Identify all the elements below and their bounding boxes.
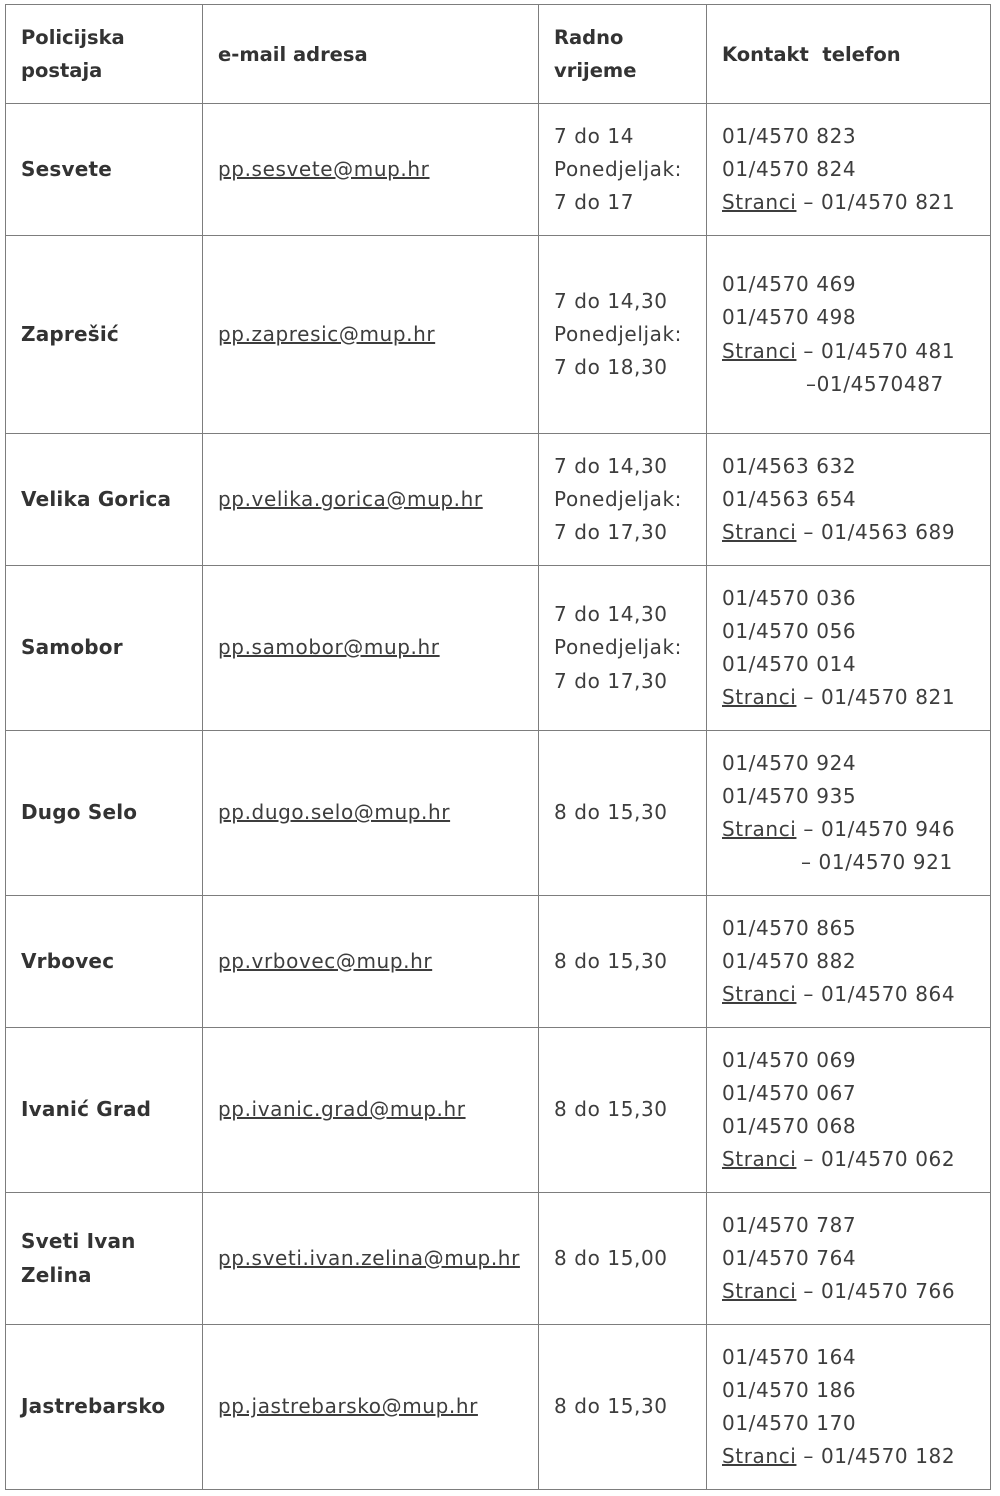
email-cell bbox=[203, 731, 539, 896]
phone-number: 01/4570 882 bbox=[722, 948, 857, 973]
station-name: Sveti Ivan bbox=[21, 1229, 136, 1254]
foreigners-phone-number: – 01/4570 182 bbox=[796, 1444, 956, 1469]
header-station-line-2: postaja bbox=[21, 59, 103, 82]
working-hours-cell bbox=[539, 1028, 707, 1193]
email-link[interactable]: pp.sveti.ivan.zelina@mup.hr bbox=[218, 1245, 520, 1270]
phone-number: 01/4570 924 bbox=[722, 750, 857, 775]
foreigners-link[interactable]: Stranci bbox=[722, 685, 797, 710]
foreigners-phone-number: – 01/4570 946 bbox=[796, 817, 956, 841]
station-name: Zelina bbox=[21, 1262, 92, 1287]
station-name: Samobor bbox=[21, 635, 123, 660]
email-link[interactable]: pp.jastrebarsko@mup.hr bbox=[218, 1394, 478, 1419]
phone-number: 01/4570 469 bbox=[722, 272, 857, 297]
working-hours-line: 8 do 15,00 bbox=[554, 1245, 668, 1270]
foreigners-link[interactable]: Stranci bbox=[722, 817, 797, 841]
phone-number: 01/4570 824 bbox=[722, 156, 857, 181]
working-hours-cell bbox=[539, 1193, 707, 1325]
working-hours-cell bbox=[539, 1325, 707, 1490]
foreigners-phone-line bbox=[722, 1143, 980, 1176]
station-name: Zaprešić bbox=[21, 321, 119, 346]
working-hours-line: 8 do 15,30 bbox=[554, 948, 668, 973]
foreigners-phone-number: – 01/4570 864 bbox=[796, 982, 956, 1007]
station-name: Sesvete bbox=[21, 156, 112, 181]
contact-phone-cell bbox=[707, 1028, 991, 1193]
foreigners-phone-line bbox=[722, 681, 980, 714]
contact-phone-cell bbox=[707, 566, 991, 731]
table-row bbox=[6, 1325, 991, 1490]
foreigners-phone-line bbox=[722, 335, 980, 368]
phone-number: 01/4570 186 bbox=[722, 1377, 857, 1402]
foreigners-phone-line bbox=[722, 846, 980, 879]
contact-phone-cell bbox=[707, 1325, 991, 1490]
foreigners-phone-number: – 01/4570 921 bbox=[801, 850, 953, 875]
email-link[interactable]: pp.zapresic@mup.hr bbox=[218, 321, 436, 346]
foreigners-phone-line bbox=[722, 186, 980, 219]
contact-phone-cell bbox=[707, 896, 991, 1028]
working-hours-cell bbox=[539, 104, 707, 236]
phone-number: 01/4570 823 bbox=[722, 123, 857, 148]
email-link[interactable]: pp.velika.gorica@mup.hr bbox=[218, 486, 483, 511]
police-stations-table-wrapper bbox=[5, 4, 991, 1490]
email-cell bbox=[203, 1193, 539, 1325]
station-name-cell bbox=[6, 731, 203, 896]
station-name-cell bbox=[6, 236, 203, 434]
working-hours-line: 7 do 17,30 bbox=[554, 668, 668, 693]
contact-phone-cell bbox=[707, 104, 991, 236]
email-link[interactable]: pp.ivanic.grad@mup.hr bbox=[218, 1097, 466, 1122]
phone-number: 01/4570 069 bbox=[722, 1047, 857, 1072]
working-hours-line: 7 do 17,30 bbox=[554, 520, 668, 545]
phone-number: 01/4563 654 bbox=[722, 486, 857, 511]
email-link[interactable]: pp.vrbovec@mup.hr bbox=[218, 948, 433, 973]
phone-number: 01/4570 787 bbox=[722, 1212, 857, 1237]
foreigners-phone-line bbox=[722, 516, 980, 549]
station-name: Vrbovec bbox=[21, 948, 115, 973]
email-link[interactable]: pp.sesvete@mup.hr bbox=[218, 156, 430, 181]
phone-number: 01/4570 935 bbox=[722, 783, 857, 808]
station-name-cell bbox=[6, 896, 203, 1028]
working-hours-cell bbox=[539, 434, 707, 566]
foreigners-phone-line bbox=[722, 978, 980, 1011]
contact-phone-cell bbox=[707, 1193, 991, 1325]
station-name-cell bbox=[6, 434, 203, 566]
working-hours-line: 7 do 17 bbox=[554, 190, 635, 215]
working-hours-line: 8 do 15,30 bbox=[554, 1394, 668, 1419]
foreigners-phone-line bbox=[722, 368, 980, 401]
phone-number: 01/4570 014 bbox=[722, 652, 857, 676]
table-header-row bbox=[6, 5, 991, 104]
foreigners-link[interactable]: Stranci bbox=[722, 1444, 797, 1469]
header-station-line-1: Policijska bbox=[21, 26, 125, 49]
phone-number: 01/4570 170 bbox=[722, 1411, 857, 1435]
police-stations-table bbox=[5, 4, 991, 1490]
working-hours-cell bbox=[539, 236, 707, 434]
station-name: Ivanić Grad bbox=[21, 1097, 152, 1122]
foreigners-phone-number: – 01/4570 766 bbox=[796, 1279, 956, 1304]
header-email bbox=[203, 5, 539, 104]
working-hours-cell bbox=[539, 896, 707, 1028]
foreigners-link[interactable]: Stranci bbox=[722, 338, 797, 363]
email-cell bbox=[203, 104, 539, 236]
table-row bbox=[6, 896, 991, 1028]
station-name-cell bbox=[6, 1193, 203, 1325]
station-name: Jastrebarsko bbox=[21, 1394, 166, 1419]
working-hours-cell bbox=[539, 731, 707, 896]
phone-number: 01/4570 056 bbox=[722, 618, 857, 643]
station-name-cell bbox=[6, 1325, 203, 1490]
header-phone-label: Kontakt telefon bbox=[722, 42, 901, 66]
contact-phone-cell bbox=[707, 434, 991, 566]
table-body bbox=[6, 104, 991, 1490]
table-row bbox=[6, 731, 991, 896]
phone-number: 01/4570 498 bbox=[722, 305, 857, 330]
foreigners-link[interactable]: Stranci bbox=[722, 982, 797, 1007]
table-row bbox=[6, 1193, 991, 1325]
working-hours-line: 7 do 18,30 bbox=[554, 355, 668, 380]
working-hours-line: 7 do 14,30 bbox=[554, 453, 668, 478]
header-hours-line-2: vrijeme bbox=[554, 59, 637, 82]
working-hours-line: 7 do 14 bbox=[554, 123, 635, 148]
station-name-cell bbox=[6, 104, 203, 236]
email-cell bbox=[203, 566, 539, 731]
foreigners-phone-line bbox=[722, 1275, 980, 1308]
table-row bbox=[6, 236, 991, 434]
foreigners-link[interactable]: Stranci bbox=[722, 1279, 797, 1304]
phone-number: 01/4570 036 bbox=[722, 585, 857, 610]
header-phone bbox=[707, 5, 991, 104]
foreigners-link[interactable]: Stranci bbox=[722, 520, 797, 545]
header-station bbox=[6, 5, 203, 104]
foreigners-phone-number: – 01/4570 481 bbox=[796, 338, 956, 363]
station-name: Dugo Selo bbox=[21, 800, 138, 825]
working-hours-line: 8 do 15,30 bbox=[554, 1097, 668, 1122]
phone-number: 01/4570 164 bbox=[722, 1344, 857, 1369]
contact-phone-cell bbox=[707, 236, 991, 434]
header-hours-line-1: Radno bbox=[554, 26, 624, 49]
foreigners-phone-line bbox=[722, 1440, 980, 1473]
table-row bbox=[6, 434, 991, 566]
foreigners-phone-number: –01/4570487 bbox=[806, 371, 944, 396]
working-hours-line: Ponedjeljak: bbox=[554, 321, 683, 346]
station-name-cell bbox=[6, 1028, 203, 1193]
station-name: Velika Gorica bbox=[21, 486, 172, 511]
working-hours-cell bbox=[539, 566, 707, 731]
working-hours-line: 7 do 14,30 bbox=[554, 602, 668, 627]
foreigners-phone-number: – 01/4570 821 bbox=[796, 685, 956, 710]
working-hours-line: Ponedjeljak: bbox=[554, 635, 683, 660]
email-cell bbox=[203, 896, 539, 1028]
email-cell bbox=[203, 1325, 539, 1490]
phone-number: 01/4570 865 bbox=[722, 915, 857, 940]
phone-number: 01/4563 632 bbox=[722, 453, 857, 478]
header-hours bbox=[539, 5, 707, 104]
foreigners-link[interactable]: Stranci bbox=[722, 1147, 797, 1172]
working-hours-line: Ponedjeljak: bbox=[554, 156, 683, 181]
table-row bbox=[6, 1028, 991, 1193]
header-email-label: e-mail adresa bbox=[218, 42, 368, 66]
foreigners-phone-number: – 01/4563 689 bbox=[796, 520, 956, 545]
phone-number: 01/4570 067 bbox=[722, 1080, 857, 1105]
foreigners-link[interactable]: Stranci bbox=[722, 190, 797, 215]
working-hours-line: Ponedjeljak: bbox=[554, 486, 683, 511]
foreigners-phone-number: – 01/4570 821 bbox=[796, 190, 956, 215]
table-row bbox=[6, 566, 991, 731]
working-hours-line: 7 do 14,30 bbox=[554, 288, 668, 313]
contact-phone-cell bbox=[707, 731, 991, 896]
station-name-cell bbox=[6, 566, 203, 731]
phone-number: 01/4570 068 bbox=[722, 1114, 857, 1138]
email-link[interactable]: pp.dugo.selo@mup.hr bbox=[218, 800, 451, 825]
table-row bbox=[6, 104, 991, 236]
foreigners-phone-line bbox=[722, 813, 980, 846]
foreigners-phone-number: – 01/4570 062 bbox=[796, 1147, 956, 1172]
email-link[interactable]: pp.samobor@mup.hr bbox=[218, 635, 440, 660]
phone-number: 01/4570 764 bbox=[722, 1245, 857, 1270]
email-cell bbox=[203, 434, 539, 566]
email-cell bbox=[203, 236, 539, 434]
email-cell bbox=[203, 1028, 539, 1193]
working-hours-line: 8 do 15,30 bbox=[554, 800, 668, 825]
